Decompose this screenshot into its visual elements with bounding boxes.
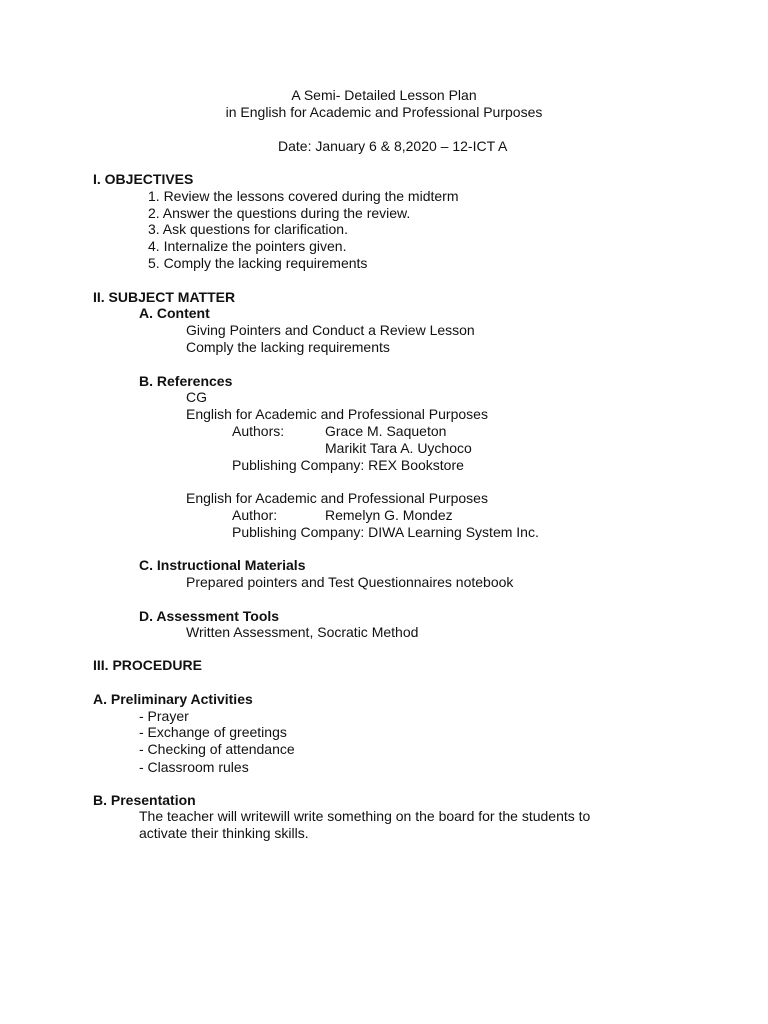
reference2-publisher: Publishing Company: DIWA Learning System Inc. bbox=[232, 524, 539, 540]
doc-title-line1: A Semi- Detailed Lesson Plan bbox=[291, 87, 477, 103]
assessment-text: Written Assessment, Socratic Method bbox=[186, 624, 419, 640]
procedure-heading: III. PROCEDURE bbox=[93, 657, 202, 673]
objectives-heading: I. OBJECTIVES bbox=[93, 171, 194, 187]
reference2-author-label: Author: bbox=[232, 507, 278, 523]
presentation-heading: B. Presentation bbox=[93, 792, 196, 808]
preliminary-heading: A. Preliminary Activities bbox=[93, 691, 253, 707]
content-line: Giving Pointers and Conduct a Review Lesson bbox=[186, 322, 475, 338]
reference1-author1: Grace M. Saqueton bbox=[325, 423, 447, 439]
reference1-author2: Marikit Tara A. Uychoco bbox=[325, 440, 472, 456]
objective-item: 5. Comply the lacking requirements bbox=[148, 255, 368, 271]
presentation-text: The teacher will writewill write something on the board for the students to bbox=[139, 808, 591, 824]
doc-title-line2: in English for Academic and Professional Purposes bbox=[225, 104, 543, 120]
preliminary-item: - Classroom rules bbox=[139, 759, 249, 775]
preliminary-item: - Prayer bbox=[139, 708, 189, 724]
reference1-publisher: Publishing Company: REX Bookstore bbox=[232, 457, 464, 473]
reference-cg: CG bbox=[186, 389, 207, 405]
materials-heading: C. Instructional Materials bbox=[139, 557, 306, 573]
content-heading: A. Content bbox=[139, 305, 210, 321]
assessment-heading: D. Assessment Tools bbox=[139, 608, 280, 624]
presentation-text: activate their thinking skills. bbox=[139, 825, 309, 841]
objective-item: 1. Review the lessons covered during the midterm bbox=[148, 188, 459, 204]
reference2-author: Remelyn G. Mondez bbox=[325, 507, 453, 523]
reference1-title: English for Academic and Professional Purposes bbox=[186, 406, 488, 422]
references-heading: B. References bbox=[139, 373, 233, 389]
objective-item: 4. Internalize the pointers given. bbox=[148, 238, 347, 254]
reference2-title: English for Academic and Professional Purposes bbox=[186, 490, 488, 506]
doc-date: Date: January 6 & 8,2020 – 12-ICT A bbox=[278, 138, 508, 154]
preliminary-item: - Exchange of greetings bbox=[139, 724, 287, 740]
preliminary-item: - Checking of attendance bbox=[139, 741, 295, 757]
objective-item: 3. Ask questions for clarification. bbox=[148, 221, 348, 237]
reference1-authors-label: Authors: bbox=[232, 423, 285, 439]
content-line: Comply the lacking requirements bbox=[186, 339, 390, 355]
subject-matter-heading: II. SUBJECT MATTER bbox=[93, 289, 236, 305]
materials-text: Prepared pointers and Test Questionnaires notebook bbox=[186, 574, 514, 590]
objective-item: 2. Answer the questions during the review. bbox=[148, 205, 411, 221]
